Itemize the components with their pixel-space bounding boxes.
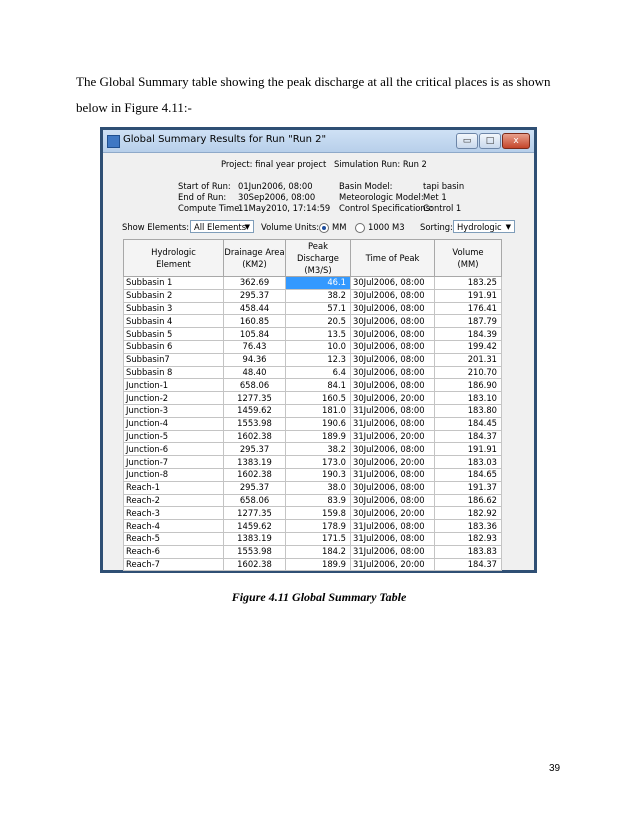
table-row[interactable] — [124, 468, 502, 481]
intro-paragraph — [76, 69, 566, 121]
table-row[interactable] — [124, 532, 502, 545]
time-of-peak-cell[interactable]: 31Jul2006, 08:00 — [351, 468, 435, 481]
volume-cell[interactable]: 176.41 — [435, 302, 502, 315]
volume-cell[interactable]: 183.83 — [435, 545, 502, 558]
table-row[interactable] — [124, 507, 502, 520]
time-of-peak-cell[interactable]: 30Jul2006, 08:00 — [351, 353, 435, 366]
window-titlebar[interactable] — [103, 130, 534, 153]
element-cell[interactable]: Junction-3 — [124, 404, 224, 417]
drainage-area-cell[interactable]: 1553.98 — [224, 417, 286, 430]
table-row[interactable] — [124, 456, 502, 469]
element-cell[interactable]: Subbasin 6 — [124, 340, 224, 353]
compute-time-label: Compute Time: — [178, 203, 243, 213]
peak-discharge-cell[interactable]: 12.3 — [286, 353, 351, 366]
table-row[interactable] — [124, 379, 502, 392]
element-cell[interactable]: Subbasin 4 — [124, 315, 224, 328]
peak-discharge-cell[interactable]: 189.9 — [286, 430, 351, 443]
peak-discharge-cell[interactable]: 38.2 — [286, 289, 351, 302]
header-drainage-area[interactable]: Drainage Area (KM2) — [224, 240, 286, 277]
table-row[interactable] — [124, 417, 502, 430]
table-row[interactable] — [124, 328, 502, 341]
time-of-peak-cell[interactable]: 30Jul2006, 08:00 — [351, 302, 435, 315]
intro-line-1: The Global Summary table showing the peak discharge at all the critical places is as shown — [76, 74, 551, 89]
sorting-select[interactable] — [453, 220, 515, 233]
chevron-down-icon: ▼ — [244, 223, 250, 231]
maximize-button[interactable]: □ — [479, 133, 501, 149]
volume-cell[interactable]: 191.91 — [435, 289, 502, 302]
figure-caption: Figure 4.11 Global Summary Table — [231, 590, 407, 604]
drainage-area-cell[interactable]: 48.40 — [224, 366, 286, 379]
show-elements-label: Show Elements: — [122, 222, 190, 232]
volume-cell[interactable]: 184.45 — [435, 417, 502, 430]
minimize-button[interactable]: ▭ — [456, 133, 478, 149]
start-of-run-label: Start of Run: — [178, 181, 231, 191]
element-cell[interactable]: Junction-2 — [124, 392, 224, 405]
time-of-peak-cell[interactable]: 30Jul2006, 20:00 — [351, 392, 435, 405]
intro-line-2: below in Figure 4.11:- — [76, 100, 192, 115]
table-row[interactable] — [124, 277, 502, 290]
global-summary-window — [103, 130, 534, 570]
drainage-area-cell[interactable]: 658.06 — [224, 379, 286, 392]
peak-discharge-cell[interactable]: 159.8 — [286, 507, 351, 520]
drainage-area-cell[interactable]: 76.43 — [224, 340, 286, 353]
start-of-run-value: 01Jun2006, 08:00 — [238, 181, 313, 191]
drainage-area-cell[interactable]: 1602.38 — [224, 430, 286, 443]
end-of-run-value: 30Sep2006, 08:00 — [238, 192, 316, 202]
drainage-area-cell[interactable]: 295.37 — [224, 481, 286, 494]
sorting-value: Hydrologic — [457, 222, 502, 232]
volume-cell[interactable]: 191.91 — [435, 443, 502, 456]
volume-cell[interactable]: 182.92 — [435, 507, 502, 520]
drainage-area-cell[interactable]: 295.37 — [224, 443, 286, 456]
element-cell[interactable]: Junction-5 — [124, 430, 224, 443]
table-row[interactable] — [124, 430, 502, 443]
drainage-area-cell[interactable]: 295.37 — [224, 289, 286, 302]
meteorologic-model-value: Met 1 — [423, 192, 447, 202]
time-of-peak-cell[interactable]: 31Jul2006, 08:00 — [351, 520, 435, 533]
meteorologic-model-label: Meteorologic Model: — [339, 192, 424, 202]
element-cell[interactable]: Reach-7 — [124, 558, 224, 571]
time-of-peak-cell[interactable]: 30Jul2006, 08:00 — [351, 328, 435, 341]
chevron-down-icon: ▼ — [505, 223, 511, 231]
peak-discharge-cell[interactable]: 189.9 — [286, 558, 351, 571]
element-cell[interactable]: Reach-5 — [124, 532, 224, 545]
peak-discharge-cell[interactable]: 38.2 — [286, 443, 351, 456]
peak-discharge-cell[interactable]: 173.0 — [286, 456, 351, 469]
drainage-area-cell[interactable]: 1459.62 — [224, 520, 286, 533]
element-cell[interactable]: Subbasin 8 — [124, 366, 224, 379]
time-of-peak-cell[interactable]: 30Jul2006, 08:00 — [351, 494, 435, 507]
peak-discharge-cell[interactable]: 83.9 — [286, 494, 351, 507]
peak-discharge-cell[interactable]: 13.5 — [286, 328, 351, 341]
unit-mm-label: MM — [332, 222, 347, 232]
volume-cell[interactable]: 184.65 — [435, 468, 502, 481]
peak-discharge-cell[interactable]: 184.2 — [286, 545, 351, 558]
drainage-area-cell[interactable]: 362.69 — [224, 277, 286, 290]
volume-units-label: Volume Units: — [261, 222, 320, 232]
time-of-peak-cell[interactable]: 30Jul2006, 20:00 — [351, 456, 435, 469]
peak-discharge-cell[interactable]: 160.5 — [286, 392, 351, 405]
volume-cell[interactable]: 184.39 — [435, 328, 502, 341]
table-row[interactable] — [124, 558, 502, 571]
peak-discharge-cell[interactable]: 84.1 — [286, 379, 351, 392]
volume-cell[interactable]: 186.90 — [435, 379, 502, 392]
element-cell[interactable]: Reach-2 — [124, 494, 224, 507]
time-of-peak-cell[interactable]: 30Jul2006, 08:00 — [351, 289, 435, 302]
volume-cell[interactable]: 183.80 — [435, 404, 502, 417]
page-number: 39 — [549, 763, 561, 774]
unit-1000m3-label: 1000 M3 — [368, 222, 405, 232]
element-cell[interactable]: Junction-1 — [124, 379, 224, 392]
header-hydrologic-element[interactable]: Hydrologic Element — [124, 240, 224, 277]
volume-cell[interactable]: 210.70 — [435, 366, 502, 379]
table-header-row — [124, 240, 502, 277]
table-row[interactable] — [124, 392, 502, 405]
peak-discharge-cell[interactable]: 190.6 — [286, 417, 351, 430]
drainage-area-cell[interactable]: 1602.38 — [224, 468, 286, 481]
time-of-peak-cell[interactable]: 30Jul2006, 08:00 — [351, 379, 435, 392]
peak-discharge-cell[interactable]: 57.1 — [286, 302, 351, 315]
peak-discharge-cell[interactable]: 178.9 — [286, 520, 351, 533]
table-row[interactable] — [124, 366, 502, 379]
show-elements-value: All Elements — [194, 222, 247, 232]
time-of-peak-cell[interactable]: 31Jul2006, 08:00 — [351, 545, 435, 558]
time-of-peak-cell[interactable]: 31Jul2006, 08:00 — [351, 532, 435, 545]
volume-cell[interactable]: 183.25 — [435, 277, 502, 290]
table-row[interactable] — [124, 289, 502, 302]
drainage-area-cell[interactable]: 1459.62 — [224, 404, 286, 417]
volume-cell[interactable]: 199.42 — [435, 340, 502, 353]
time-of-peak-cell[interactable]: 30Jul2006, 08:00 — [351, 277, 435, 290]
app-icon — [107, 135, 120, 148]
unit-mm-radio[interactable] — [319, 223, 329, 233]
table-body — [124, 277, 502, 571]
peak-discharge-cell[interactable]: 6.4 — [286, 366, 351, 379]
drainage-area-cell[interactable]: 1277.35 — [224, 392, 286, 405]
time-of-peak-cell[interactable]: 30Jul2006, 08:00 — [351, 443, 435, 456]
table-row[interactable] — [124, 340, 502, 353]
header-time-of-peak[interactable]: Time of Peak — [351, 240, 435, 277]
volume-cell[interactable]: 184.37 — [435, 558, 502, 571]
table-row[interactable] — [124, 443, 502, 456]
volume-cell[interactable]: 183.36 — [435, 520, 502, 533]
drainage-area-cell[interactable]: 1383.19 — [224, 532, 286, 545]
time-of-peak-cell[interactable]: 30Jul2006, 08:00 — [351, 340, 435, 353]
volume-cell[interactable]: 201.31 — [435, 353, 502, 366]
element-cell[interactable]: Junction-6 — [124, 443, 224, 456]
element-cell[interactable]: Junction-4 — [124, 417, 224, 430]
global-summary-table — [123, 239, 502, 571]
table-row[interactable] — [124, 545, 502, 558]
time-of-peak-cell[interactable]: 31Jul2006, 20:00 — [351, 558, 435, 571]
volume-cell[interactable]: 191.37 — [435, 481, 502, 494]
time-of-peak-cell[interactable]: 31Jul2006, 08:00 — [351, 404, 435, 417]
unit-1000m3-radio[interactable] — [355, 223, 365, 233]
table-row[interactable] — [124, 520, 502, 533]
drainage-area-cell[interactable]: 105.84 — [224, 328, 286, 341]
element-cell[interactable]: Subbasin 3 — [124, 302, 224, 315]
time-of-peak-cell[interactable]: 30Jul2006, 20:00 — [351, 507, 435, 520]
drainage-area-cell[interactable]: 94.36 — [224, 353, 286, 366]
element-cell[interactable]: Subbasin 2 — [124, 289, 224, 302]
end-of-run-label: End of Run: — [178, 192, 227, 202]
table-row[interactable] — [124, 494, 502, 507]
element-cell[interactable]: Junction-8 — [124, 468, 224, 481]
table-row[interactable] — [124, 302, 502, 315]
peak-discharge-cell[interactable]: 10.0 — [286, 340, 351, 353]
drainage-area-cell[interactable]: 458.44 — [224, 302, 286, 315]
drainage-area-cell[interactable]: 1383.19 — [224, 456, 286, 469]
element-cell[interactable]: Reach-1 — [124, 481, 224, 494]
element-cell[interactable]: Subbasin 5 — [124, 328, 224, 341]
volume-cell[interactable]: 182.93 — [435, 532, 502, 545]
show-elements-select[interactable] — [190, 220, 254, 233]
drainage-area-cell[interactable]: 160.85 — [224, 315, 286, 328]
header-peak-discharge[interactable]: Peak Discharge (M3/S) — [286, 240, 351, 277]
drainage-area-cell[interactable]: 1602.38 — [224, 558, 286, 571]
basin-model-label: Basin Model: — [339, 181, 393, 191]
volume-cell[interactable]: 183.03 — [435, 456, 502, 469]
time-of-peak-cell[interactable]: 31Jul2006, 20:00 — [351, 430, 435, 443]
basin-model-value: tapi basin — [423, 181, 465, 191]
element-cell[interactable]: Subbasin7 — [124, 353, 224, 366]
element-cell[interactable]: Reach-6 — [124, 545, 224, 558]
project-label: Project: final year project — [221, 159, 327, 169]
table-row[interactable] — [124, 404, 502, 417]
element-cell[interactable]: Reach-3 — [124, 507, 224, 520]
element-cell[interactable]: Reach-4 — [124, 520, 224, 533]
peak-discharge-cell[interactable]: 20.5 — [286, 315, 351, 328]
table-row[interactable] — [124, 315, 502, 328]
figure-screenshot — [100, 127, 537, 573]
volume-cell[interactable]: 187.79 — [435, 315, 502, 328]
control-specifications-label: Control Specifications: — [339, 203, 433, 213]
table-row[interactable] — [124, 353, 502, 366]
volume-cell[interactable]: 183.10 — [435, 392, 502, 405]
element-cell[interactable]: Subbasin 1 — [124, 277, 224, 290]
peak-discharge-cell[interactable]: 190.3 — [286, 468, 351, 481]
drainage-area-cell[interactable]: 1277.35 — [224, 507, 286, 520]
header-volume[interactable]: Volume (MM) — [435, 240, 502, 277]
peak-discharge-cell[interactable]: 46.1 — [286, 277, 351, 290]
window-title: Global Summary Results for Run "Run 2" — [123, 134, 327, 145]
simulation-run-label: Simulation Run: Run 2 — [334, 159, 427, 169]
time-of-peak-cell[interactable]: 30Jul2006, 08:00 — [351, 366, 435, 379]
sorting-label: Sorting: — [420, 222, 453, 232]
time-of-peak-cell[interactable]: 30Jul2006, 08:00 — [351, 481, 435, 494]
volume-cell[interactable]: 184.37 — [435, 430, 502, 443]
control-specifications-value: Control 1 — [423, 203, 462, 213]
table-row[interactable] — [124, 481, 502, 494]
drainage-area-cell[interactable]: 658.06 — [224, 494, 286, 507]
compute-time-value: 11May2010, 17:14:59 — [238, 203, 331, 213]
element-cell[interactable]: Junction-7 — [124, 456, 224, 469]
peak-discharge-cell[interactable]: 171.5 — [286, 532, 351, 545]
peak-discharge-cell[interactable]: 38.0 — [286, 481, 351, 494]
time-of-peak-cell[interactable]: 30Jul2006, 08:00 — [351, 315, 435, 328]
volume-cell[interactable]: 186.62 — [435, 494, 502, 507]
time-of-peak-cell[interactable]: 31Jul2006, 08:00 — [351, 417, 435, 430]
close-button[interactable]: x — [502, 133, 530, 149]
peak-discharge-cell[interactable]: 181.0 — [286, 404, 351, 417]
drainage-area-cell[interactable]: 1553.98 — [224, 545, 286, 558]
